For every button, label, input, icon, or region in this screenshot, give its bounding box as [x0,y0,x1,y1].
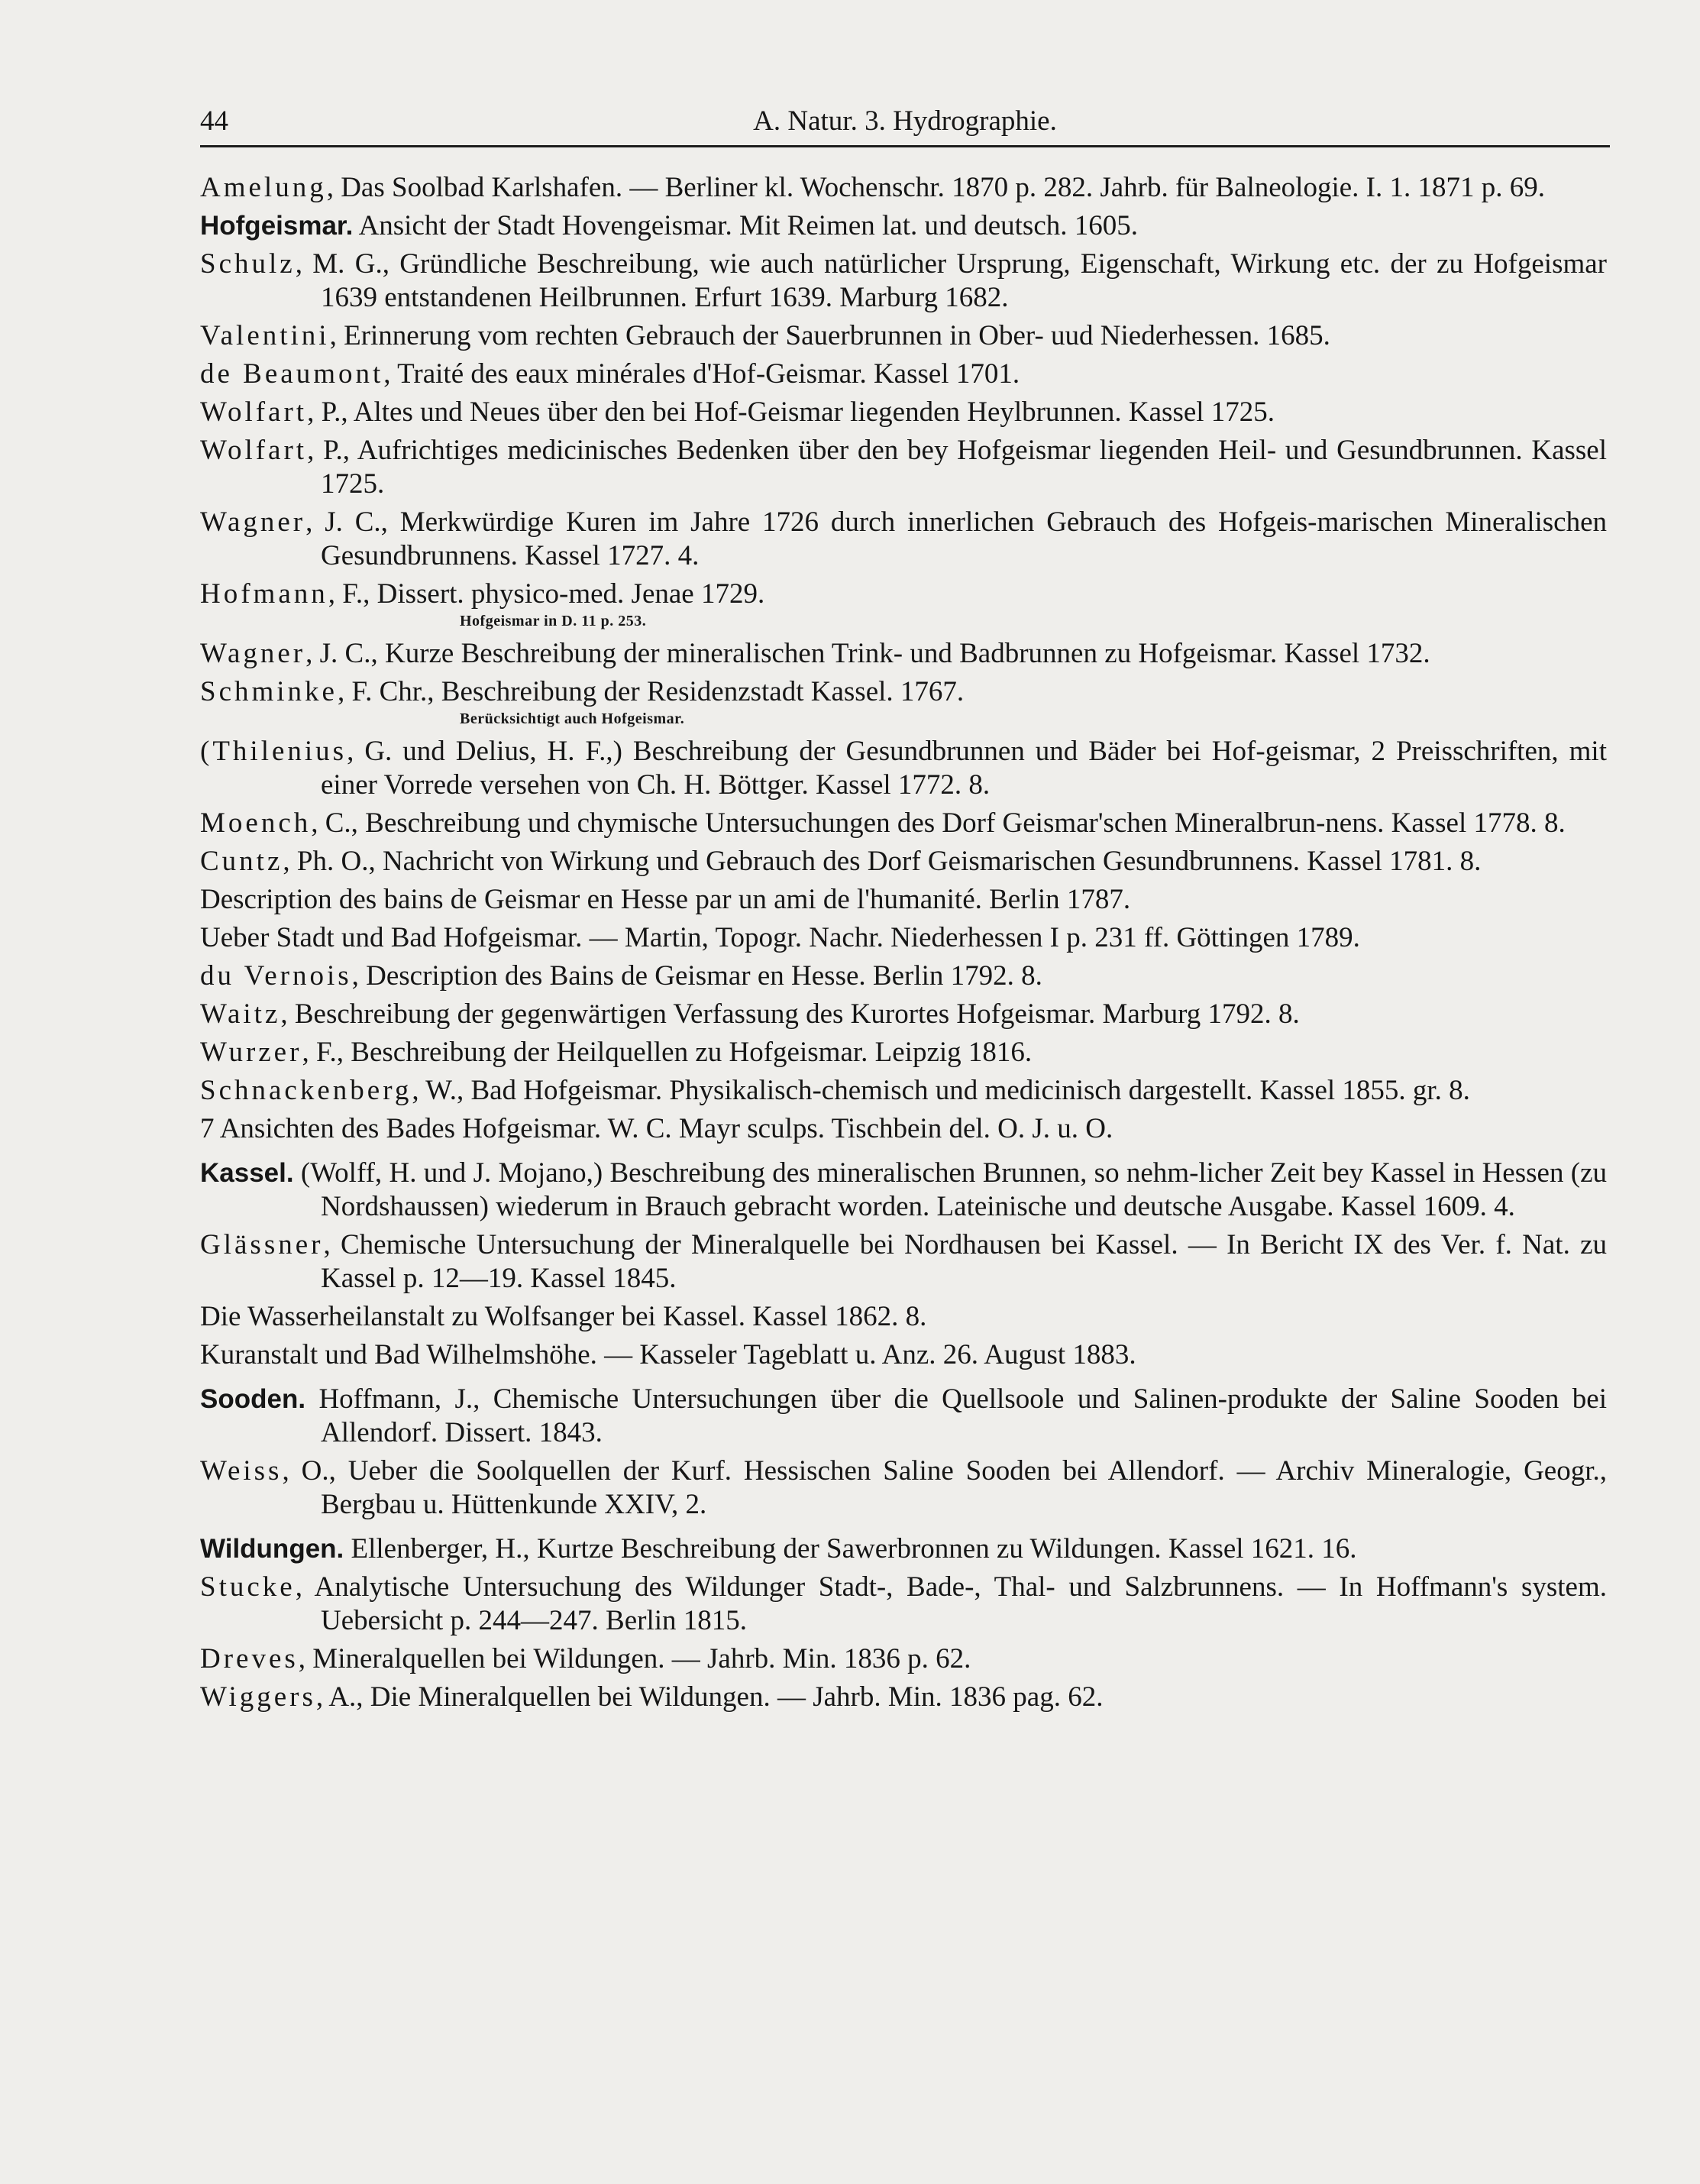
entry-text: , F. Chr., Beschreibung der Residenzstadt Kassel. 1767. [337,676,965,707]
entry-author: Wurzer [200,1037,302,1068]
bibliography-entry [200,1074,1607,1108]
bibliography-entry [200,1454,1607,1522]
page-header [200,99,1610,144]
entry-text: , J. C., Kurze Beschreibung der mineralischen Trink- und Badbrunnen zu Hofgeismar. Kassel 1732. [305,638,1430,669]
entry-author: Wolfart [200,396,308,428]
entry-text: , Analytische Untersuchung des Wildunger Stadt-, Bade-, Thal- und Salzbrunnens. — In Hoffmann's system. Uebersicht p. 244—247. Berlin 1815. [295,1571,1607,1636]
entry-text: , F., Dissert. physico-med. Jenae 1729. [328,578,765,610]
entry-author: Wagner [200,506,306,538]
entry-text: , C., Beschreibung und chymische Untersuchungen des Dorf Geismar'schen Mineralbrun-nens. Kassel 1778. 8. [311,807,1566,839]
entry-text: Ueber Stadt und Bad Hofgeismar. — Martin, Topogr. Nachr. Niederhessen I p. 231 ff. Göttingen 1789. [200,922,1360,953]
bibliography-entry [200,675,1607,709]
bibliography-entry [200,845,1607,878]
running-title: A. Natur. 3. Hydrographie. [753,105,1057,137]
bibliography-entry [200,807,1607,840]
entry-text: , O., Ueber die Soolquellen der Kurf. Hessischen Saline Sooden bei Allendorf. — Archiv Mineralogie, Geogr., Bergbau u. Hüttenkunde XXIV, 2. [282,1455,1607,1520]
section-place-heading: Kassel. [200,1158,294,1188]
entry-text: , M. G., Gründliche Beschreibung, wie auch natürlicher Ursprung, Eigenschaft, Wirkung etc. der zu Hofgeismar 1639 entstandenen Heilbrunnen. Erfurt 1639. Marburg 1682. [295,248,1607,313]
entry-text: Ansicht der Stadt Hovengeismar. Mit Reimen lat. und deutsch. 1605. [353,210,1138,241]
entry-text: , Erinnerung vom rechten Gebrauch der Sauerbrunnen in Ober- uud Niederhessen. 1685. [329,320,1330,351]
bibliography-entry [200,396,1607,429]
entry-author: Weiss [200,1455,283,1487]
entry-text: Kuranstalt und Bad Wilhelmshöhe. — Kasseler Tageblatt u. Anz. 26. August 1883. [200,1339,1136,1370]
entry-text: , P., Aufrichtiges medicinisches Bedenken über den bey Hofgeismar liegenden Heil- und Gesundbrunnen. Kassel 1725. [307,435,1607,500]
bibliography-entry [200,921,1607,955]
entry-author: du Vernois [200,960,352,992]
bibliography-entry [200,1571,1607,1638]
entry-text: , Traité des eaux minérales d'Hof-Geismar. Kassel 1701. [383,358,1020,390]
entry-text: Hoffmann, J., Chemische Untersuchungen über die Quellsoole und Salinen-produkte der Saline Sooden bei Allendorf. Dissert. 1843. [305,1383,1607,1448]
entry-author: Stucke [200,1571,296,1603]
bibliography-entry [200,1532,1607,1566]
entry-text: , Ph. O., Nachricht von Wirkung und Gebrauch des Dorf Geismarischen Gesundbrunnens. Kassel 1781. 8. [283,846,1482,877]
entry-text: Ellenberger, H., Kurtze Beschreibung der Sawerbronnen zu Wildungen. Kassel 1621. 16. [344,1533,1357,1564]
bibliography-entry [200,1383,1607,1450]
entry-text: , Description des Bains de Geismar en Hesse. Berlin 1792. 8. [351,960,1042,992]
bibliography-entry [200,1300,1607,1334]
entry-text: , Beschreibung der gegenwärtigen Verfassung des Kurortes Hofgeismar. Marburg 1792. 8. [280,998,1300,1030]
entry-text: , J. C., Merkwürdige Kuren im Jahre 1726 durch innerlichen Gebrauch des Hofgeis-marischen Mineralischen Gesundbrunnens. Kassel 1727. 4. [305,506,1607,571]
entry-author: Dreves [200,1643,299,1674]
entry-note: Berücksichtigt auch Hofgeismar. [460,710,685,727]
entry-text: , Mineralquellen bei Wildungen. — Jahrb. Min. 1836 p. 62. [298,1643,971,1674]
entry-author: Waitz [200,998,281,1030]
bibliography-entry [200,578,1607,611]
entry-text: , Chemische Untersuchung der Mineralquelle bei Nordhausen bei Kassel. — In Bericht IX des Ver. f. Nat. zu Kassel p. 12—19. Kassel 1845. [321,1229,1607,1294]
entry-author: Schminke [200,676,338,707]
bibliography-entry [200,1228,1607,1296]
bibliography-list [200,171,1607,1719]
section-place-heading: Hofgeismar. [200,211,354,241]
entry-text: , W., Bad Hofgeismar. Physikalisch-chemisch und medicinisch dargestellt. Kassel 1855. gr. 8. [412,1075,1470,1106]
entry-author: Wagner [200,638,306,669]
bibliography-entry [200,358,1607,391]
entry-author: Schulz [200,248,296,280]
entry-text: Description des bains de Geismar en Hesse par un ami de l'humanité. Berlin 1787. [200,884,1131,915]
bibliography-entry [200,959,1607,993]
entry-author: Glässner [200,1229,324,1260]
entry-author: Cuntz [200,846,283,877]
entry-text: (Wolff, H. und J. Mojano,) Beschreibung des mineralischen Brunnen, so nehm-licher Zeit bey Kassel in Hessen (zu Nordshaussen) wiederum in Brauch gebracht worden. Lateinische und deutsche Ausgabe. Kassel 1609. 4. [293,1157,1607,1222]
bibliography-entry [200,1642,1607,1676]
section-place-heading: Wildungen. [200,1534,344,1564]
entry-author: Valentini [200,320,330,351]
entry-text: , F., Beschreibung der Heilquellen zu Hofgeismar. Leipzig 1816. [302,1037,1033,1068]
entry-text: , A., Die Mineralquellen bei Wildungen. — Jahrb. Min. 1836 pag. 62. [315,1681,1104,1713]
entry-text: 7 Ansichten des Bades Hofgeismar. W. C. Mayr sculps. Tischbein del. O. J. u. O. [200,1113,1113,1144]
bibliography-entry [200,434,1607,501]
entry-author: de Beaumont [200,358,384,390]
entry-author: Schnackenberg [200,1075,412,1106]
entry-note: Hofgeismar in D. 11 p. 253. [460,613,647,629]
bibliography-entry [200,883,1607,917]
entry-author: Hofmann [200,578,328,610]
bibliography-entry [200,1112,1607,1146]
bibliography-entry [200,248,1607,315]
bibliography-entry [200,319,1607,353]
entry-author: Moench [200,807,312,839]
entry-text: , G. und Delius, H. F.,) Beschreibung der Gesundbrunnen und Bäder bei Hof-geismar, 2 Preisschriften, mit einer Vorrede versehen von Ch. H. Böttger. Kassel 1772. 8. [321,736,1607,801]
section-place-heading: Sooden. [200,1384,306,1414]
bibliography-entry [200,637,1607,671]
entry-text: , P., Altes und Neues über den bei Hof-Geismar liegenden Heylbrunnen. Kassel 1725. [307,396,1275,428]
entry-author: Wiggers [200,1681,316,1713]
bibliography-entry [200,998,1607,1031]
bibliography-entry [200,209,1607,243]
header-rule [200,145,1610,147]
bibliography-entry [200,171,1607,205]
bibliography-entry [200,506,1607,573]
entry-text: , Das Soolbad Karlshafen. — Berliner kl. Wochenschr. 1870 p. 282. Jahrb. für Balneologie. I. 1. 1871 p. 69. [326,172,1545,203]
page-number: 44 [200,105,228,137]
entry-author: Amelung [200,172,327,203]
entry-text: Die Wasserheilanstalt zu Wolfsanger bei Kassel. Kassel 1862. 8. [200,1301,927,1332]
entry-author: Wolfart [200,435,308,466]
entry-author: (Thilenius [200,736,347,767]
bibliography-entry [200,735,1607,802]
bibliography-entry [200,1036,1607,1069]
bibliography-entry [200,1681,1607,1714]
bibliography-entry [200,1157,1607,1224]
bibliography-entry [200,1338,1607,1372]
